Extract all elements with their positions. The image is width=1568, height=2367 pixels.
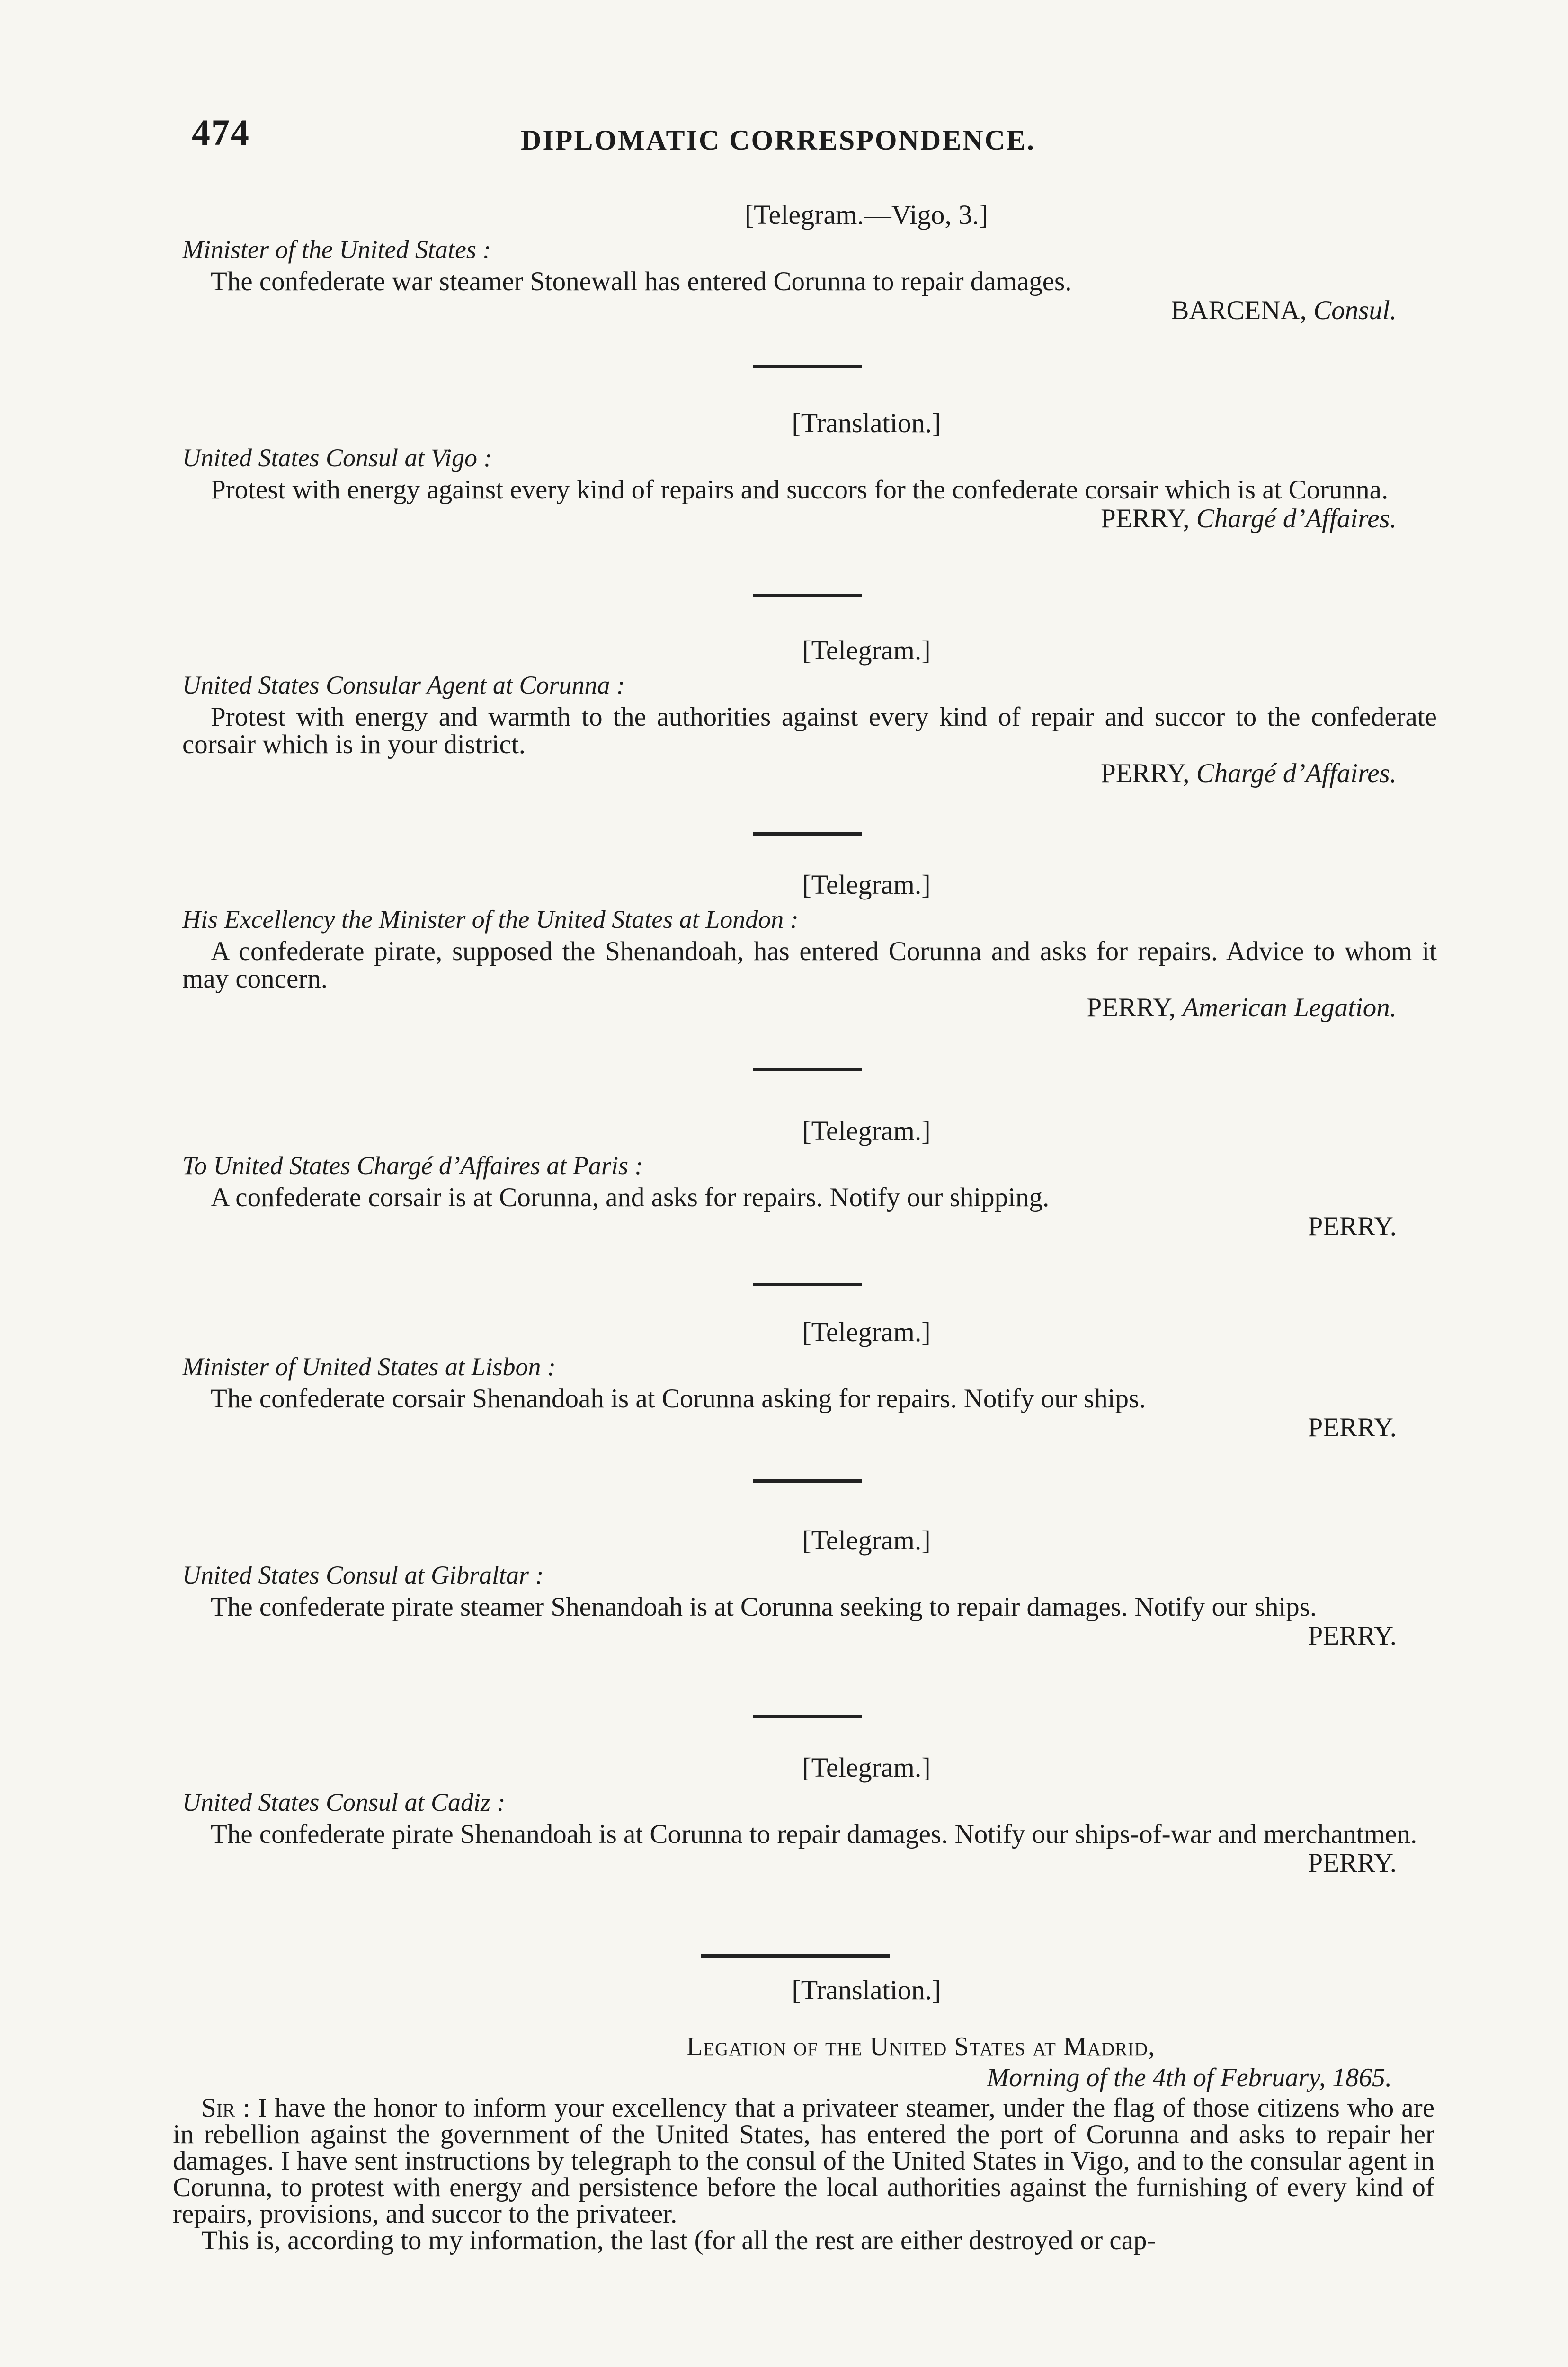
telegram-block bbox=[182, 1752, 1437, 1878]
signer-title: Chargé d’Affaires. bbox=[1196, 504, 1397, 534]
telegram-address: United States Consular Agent at Corunna : bbox=[182, 671, 625, 699]
telegram-text: Protest with energy and warmth to the authorities against every kind of repair and succor to the confederate corsair which is in your district. bbox=[182, 702, 1437, 759]
signer-name: PERRY. bbox=[1308, 1413, 1397, 1442]
telegram-signature bbox=[182, 758, 1437, 789]
telegram-text: A confederate corsair is at Corunna, and asks for repairs. Notify our shipping. bbox=[211, 1183, 1050, 1212]
telegram-signature bbox=[182, 295, 1437, 326]
telegram-address: United States Consul at Vigo : bbox=[182, 444, 492, 472]
separator-rule bbox=[753, 1283, 862, 1286]
separator-rule bbox=[753, 1068, 862, 1071]
telegram-heading: [Telegram.] bbox=[802, 1115, 931, 1146]
letter-place: Legation of the United States at Madrid, bbox=[686, 2032, 1156, 2061]
signer-title: Consul. bbox=[1313, 295, 1397, 325]
letter-body bbox=[173, 2095, 1434, 2254]
telegram-address: United States Consul at Gibraltar : bbox=[182, 1561, 544, 1589]
separator-rule bbox=[753, 594, 862, 597]
telegram-block bbox=[182, 1316, 1437, 1443]
telegram-block bbox=[182, 634, 1437, 789]
letter-date: Morning of the 4th of February, 1865. bbox=[987, 2063, 1392, 2092]
letter-paragraph: This is, according to my information, the last (for all the rest are either destroyed or cap- bbox=[201, 2225, 1156, 2255]
telegram-heading: [Translation.] bbox=[792, 408, 941, 438]
telegram-heading: [Telegram.] bbox=[802, 869, 931, 900]
telegram-signature bbox=[182, 1621, 1437, 1651]
telegram-text: The confederate pirate Shenandoah is at Corunna to repair damages. Notify our ships-of-war and merchantmen. bbox=[211, 1819, 1417, 1849]
letter-heading-block bbox=[182, 1974, 1437, 2006]
telegram-block bbox=[182, 869, 1437, 1023]
separator-rule bbox=[753, 832, 862, 836]
letter-dateline bbox=[686, 2031, 1444, 2093]
telegram-address: Minister of the United States : bbox=[182, 235, 491, 264]
letter-heading: [Translation.] bbox=[792, 1975, 941, 2005]
telegram-heading: [Telegram.] bbox=[802, 1752, 931, 1783]
telegram-heading: [Telegram.] bbox=[802, 635, 931, 666]
running-title: DIPLOMATIC CORRESPONDENCE. bbox=[521, 125, 1035, 156]
telegram-signature bbox=[182, 993, 1437, 1023]
telegram-text: Protest with energy against every kind of repairs and succors for the confederate corsair which is at Corunna. bbox=[211, 475, 1389, 505]
signer-name: PERRY. bbox=[1308, 1848, 1397, 1878]
telegram-signature bbox=[182, 1211, 1437, 1242]
signer-name: PERRY, bbox=[1101, 758, 1190, 788]
separator-rule bbox=[753, 1715, 862, 1718]
telegram-signature bbox=[182, 1413, 1437, 1443]
telegram-heading: [Telegram.—Vigo, 3.] bbox=[744, 199, 989, 230]
telegram-address: His Excellency the Minister of the United States at London : bbox=[182, 905, 799, 934]
telegram-signature bbox=[182, 1848, 1437, 1878]
telegram-block bbox=[182, 407, 1437, 534]
separator-rule bbox=[753, 365, 862, 368]
telegram-heading: [Telegram.] bbox=[802, 1525, 931, 1556]
signer-name: PERRY. bbox=[1308, 1211, 1397, 1241]
telegram-text: The confederate war steamer Stonewall has entered Corunna to repair damages. bbox=[211, 267, 1072, 296]
telegram-text: The confederate pirate steamer Shenandoah is at Corunna seeking to repair damages. Notify our ships. bbox=[211, 1592, 1317, 1622]
telegram-address: To United States Chargé d’Affaires at Paris : bbox=[182, 1151, 643, 1180]
telegram-signature bbox=[182, 504, 1437, 534]
signer-name: PERRY, bbox=[1101, 504, 1190, 534]
signer-title: Chargé d’Affaires. bbox=[1196, 758, 1397, 788]
telegram-heading: [Telegram.] bbox=[802, 1317, 931, 1347]
signer-name: PERRY, bbox=[1087, 993, 1176, 1023]
signer-name: BARCENA, bbox=[1171, 295, 1307, 325]
paragraph-text: I have the honor to inform your excellency that a privateer steamer, under the flag of those citizens who are in rebellion against the government of the United States, has entered the port of Corunna and asks to repair her damages. I have sent instructions by telegraph to the consul of the United States in Vigo, and to the consular agent in Corunna, to protest with energy and persistence before the local authorities against the furnishing of every kind of repairs, provisions, and succor to the privateer. bbox=[173, 2093, 1434, 2229]
signer-name: PERRY. bbox=[1308, 1621, 1397, 1651]
telegram-block bbox=[182, 1524, 1437, 1651]
telegram-block bbox=[182, 1115, 1437, 1242]
signer-title: American Legation. bbox=[1182, 993, 1397, 1023]
page-number: 474 bbox=[192, 112, 250, 153]
telegram-address: Minister of United States at Lisbon : bbox=[182, 1353, 556, 1381]
telegram-block bbox=[182, 199, 1437, 326]
separator-rule bbox=[753, 1479, 862, 1483]
letter-paragraph bbox=[173, 2095, 1434, 2227]
telegram-text: A confederate pirate, supposed the Shenandoah, has entered Corunna and asks for repairs. Advice to whom it may concern. bbox=[182, 936, 1437, 994]
salutation: Sir : bbox=[201, 2093, 250, 2123]
telegram-text: The confederate corsair Shenandoah is at Corunna asking for repairs. Notify our ships. bbox=[211, 1384, 1146, 1414]
separator-rule bbox=[701, 1954, 890, 1958]
telegram-address: United States Consul at Cadiz : bbox=[182, 1788, 506, 1816]
